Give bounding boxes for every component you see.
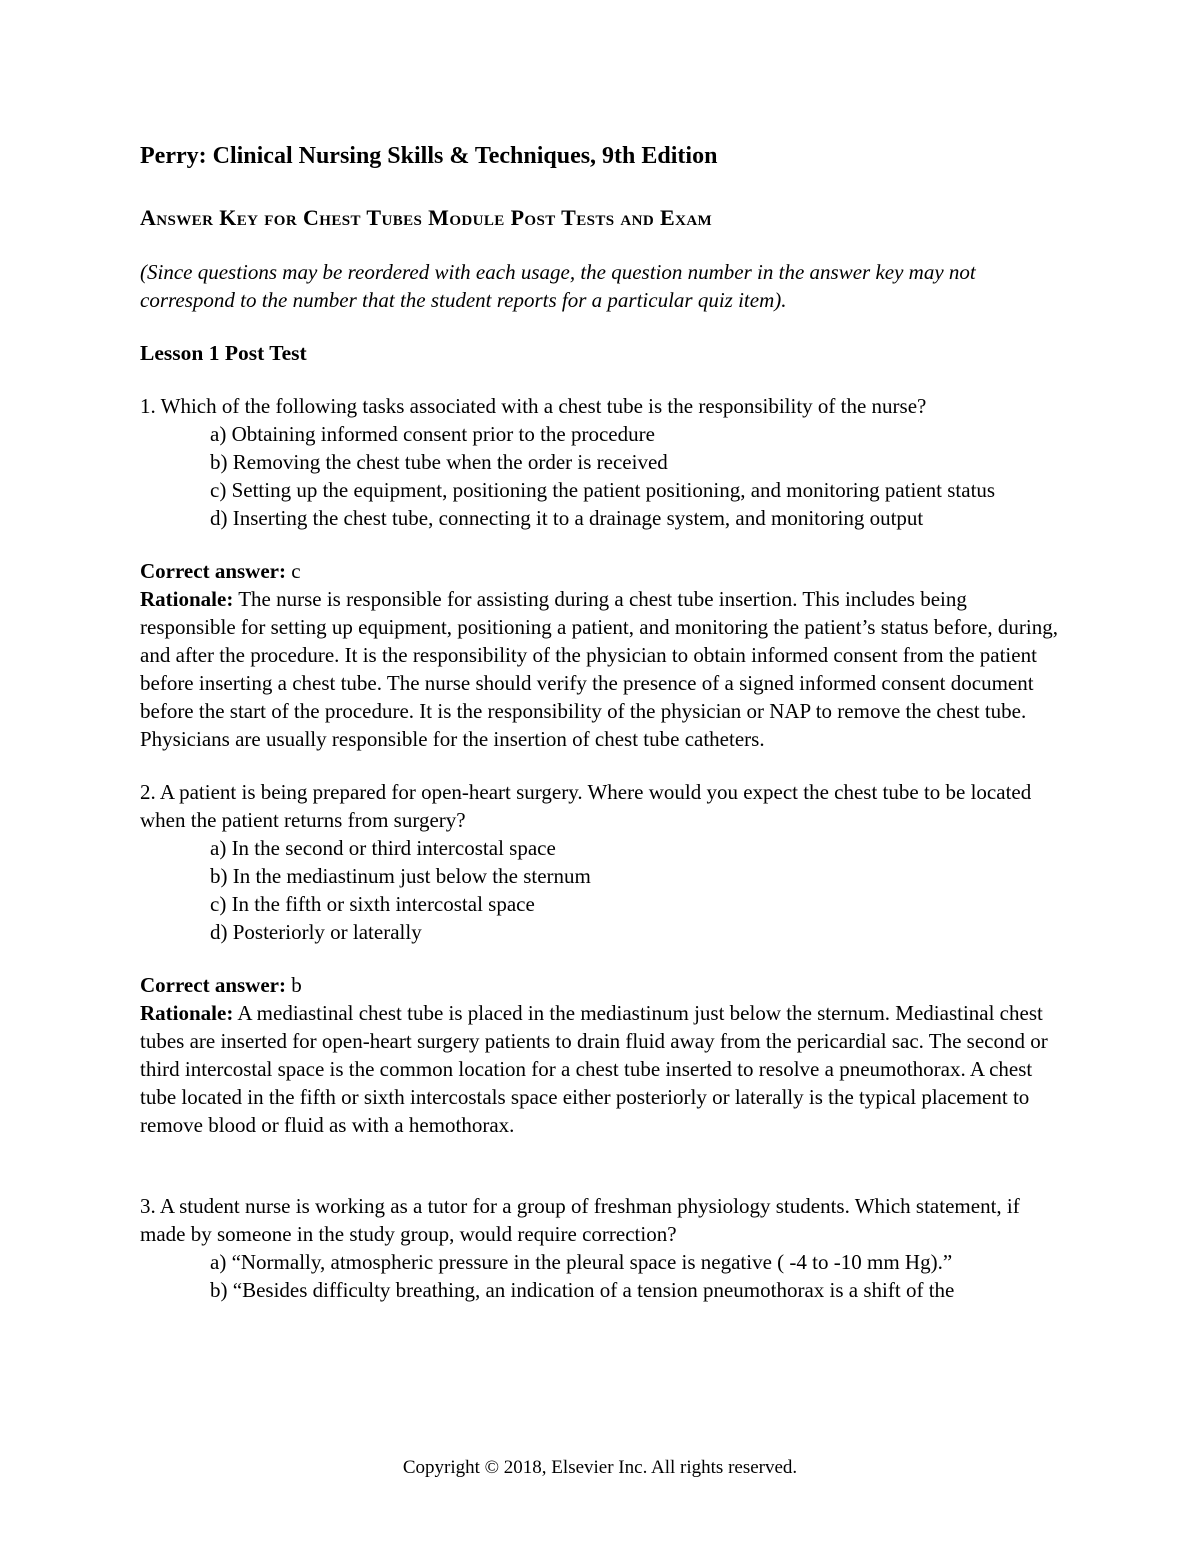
question-2-option-a: a) In the second or third intercostal space <box>210 836 556 860</box>
question-2-body: A patient is being prepared for open-heart surgery. Where would you expect the chest tube to be located when the patient returns from surgery? <box>140 780 1032 832</box>
question-3-text <box>140 1192 1058 1248</box>
question-1-option-c: c) Setting up the equipment, positioning the patient positioning, and monitoring patient status <box>210 478 996 502</box>
correct-answer-value: c <box>291 559 301 583</box>
question-2-correct-answer <box>140 971 1058 999</box>
lesson-1-heading: Lesson 1 Post Test <box>140 341 307 365</box>
question-1-option-b: b) Removing the chest tube when the order is received <box>210 450 668 474</box>
question-1-text <box>140 392 1058 420</box>
question-1-rationale <box>140 585 1058 753</box>
question-2-rationale <box>140 999 1058 1139</box>
question-1 <box>140 392 1058 532</box>
rationale-text: A mediastinal chest tube is placed in the mediastinum just below the sternum. Mediastinal chest tubes are inserted for open-heart surgery patients to drain fluid away from the pericardial sac. The second or third intercostal space is the common location for a chest tube inserted to resolve a pneumothorax. A chest tube located in the fifth or sixth intercostals space either posteriorly or laterally is the typical placement to remove blood or fluid as with a hemothorax. <box>140 1001 1048 1137</box>
rationale-label: Rationale: <box>140 587 234 611</box>
question-2-option-d: d) Posteriorly or laterally <box>210 920 422 944</box>
document-content <box>140 141 1058 1304</box>
reorder-note: (Since questions may be reordered with each usage, the question number in the answer key may not correspond to the number that the student reports for a particular quiz item). <box>140 260 976 312</box>
question-1-number: 1. <box>140 394 156 418</box>
document-title: Perry: Clinical Nursing Skills & Techniques, 9th Edition <box>140 143 718 169</box>
question-3-number: 3. <box>140 1194 156 1218</box>
rationale-text: The nurse is responsible for assisting during a chest tube insertion. This includes being responsible for setting up equipment, positioning a patient, and monitoring the patient’s status before, during, and after the procedure. It is the responsibility of the physician to obtain informed consent from the patient before inserting a chest tube. The nurse should verify the presence of a signed informed consent document before the start of the procedure. It is the responsibility of the physician or NAP to remove the chest tube. Physicians are usually responsible for the insertion of chest tube catheters. <box>140 587 1059 751</box>
copyright-notice: Copyright © 2018, Elsevier Inc. All rights reserved. <box>402 1457 798 1478</box>
question-1-option-a: a) Obtaining informed consent prior to the procedure <box>210 422 655 446</box>
question-1-correct-answer <box>140 557 1058 585</box>
question-3-option-b: b) “Besides difficulty breathing, an indication of a tension pneumothorax is a shift of the <box>210 1278 955 1302</box>
question-2-option-c: c) In the fifth or sixth intercostal space <box>210 892 535 916</box>
question-1-answer-block <box>140 557 1058 753</box>
question-1-options <box>140 420 1058 532</box>
correct-answer-label: Correct answer: <box>140 973 286 997</box>
question-2 <box>140 778 1058 946</box>
question-2-number: 2. <box>140 780 156 804</box>
question-2-option-b: b) In the mediastinum just below the sternum <box>210 864 591 888</box>
question-2-answer-block <box>140 971 1058 1139</box>
answer-key-heading: Answer Key for Chest Tubes Module Post Tests and Exam <box>140 205 713 230</box>
question-3-body: A student nurse is working as a tutor for a group of freshman physiology students. Which statement, if made by someone in the study group, would require correction? <box>140 1194 1020 1246</box>
question-3-options <box>140 1248 1058 1304</box>
question-1-option-d: d) Inserting the chest tube, connecting it to a drainage system, and monitoring output <box>210 506 924 530</box>
question-2-text <box>140 778 1058 834</box>
question-3 <box>140 1192 1058 1304</box>
correct-answer-label: Correct answer: <box>140 559 286 583</box>
rationale-label: Rationale: <box>140 1001 234 1025</box>
question-1-body: Which of the following tasks associated with a chest tube is the responsibility of the nurse? <box>160 394 927 418</box>
correct-answer-value: b <box>291 973 302 997</box>
question-3-option-a: a) “Normally, atmospheric pressure in the pleural space is negative ( -4 to -10 mm Hg).” <box>210 1250 953 1274</box>
question-2-options <box>140 834 1058 946</box>
